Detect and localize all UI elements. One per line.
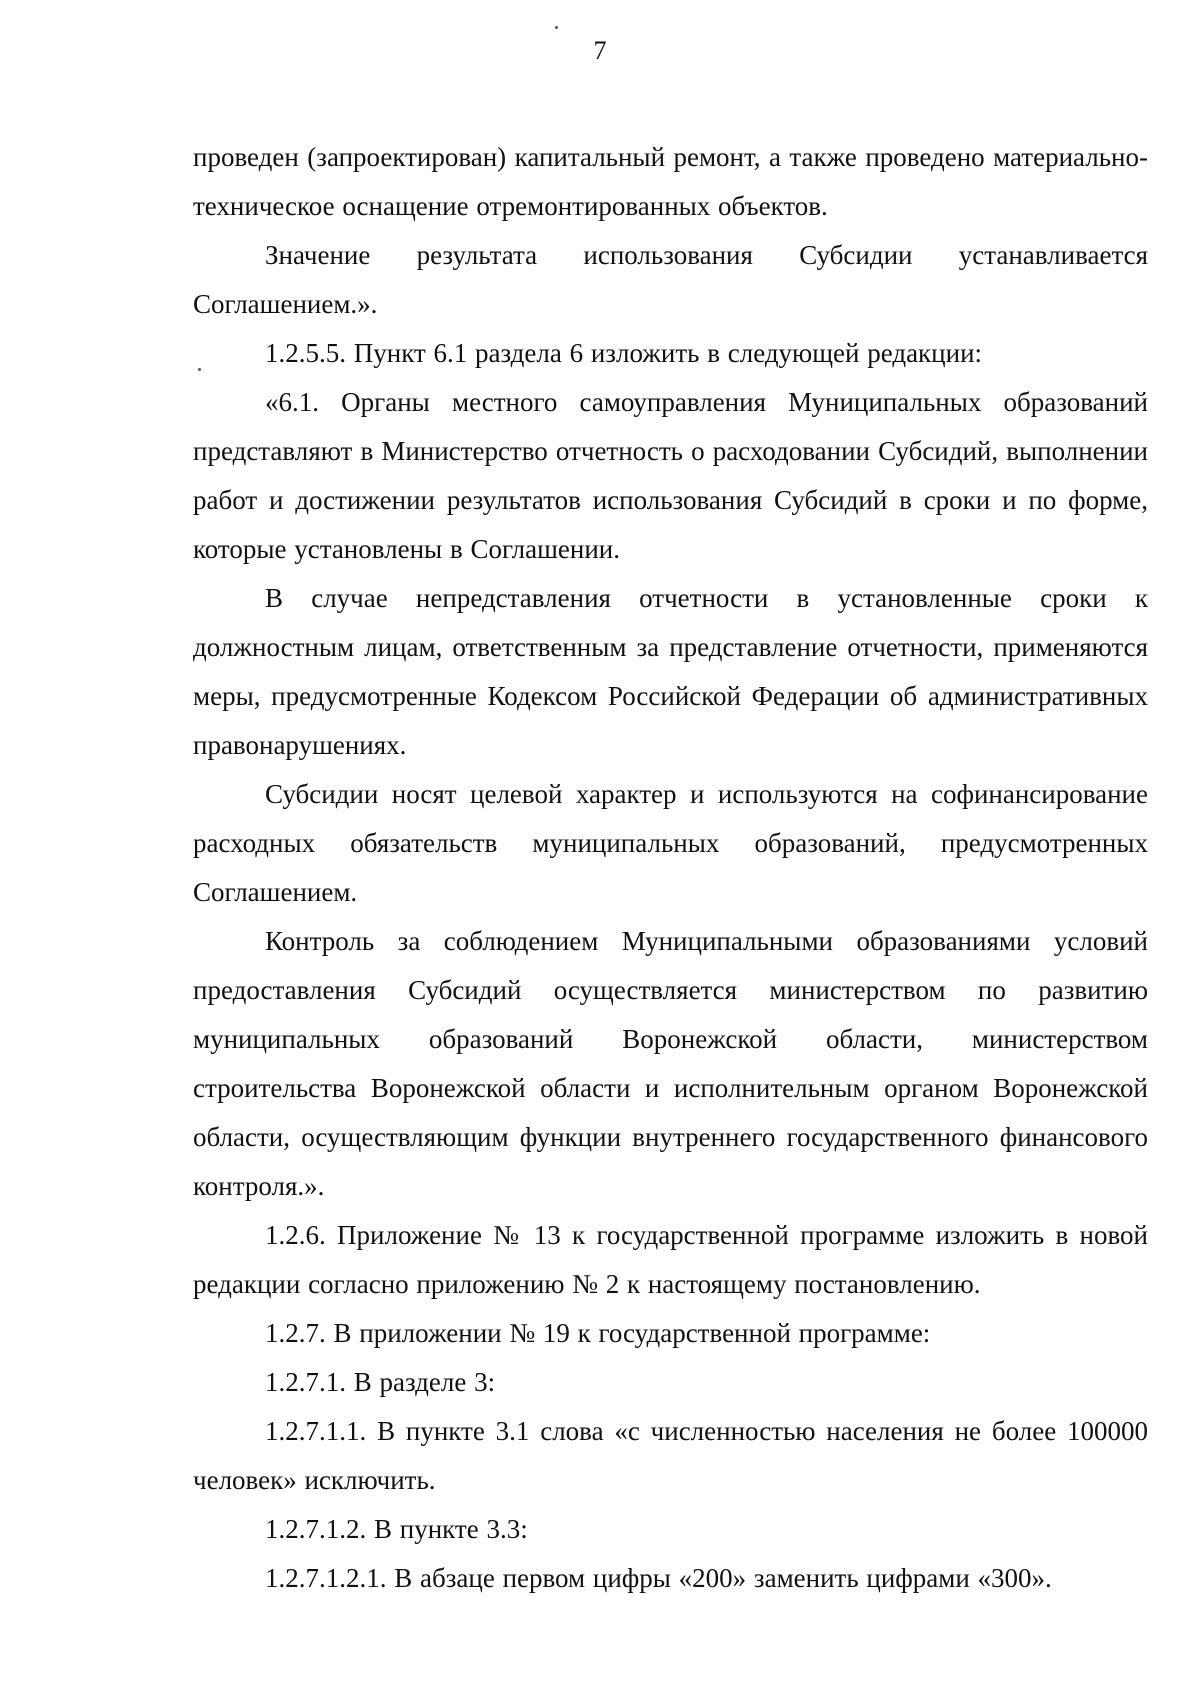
page-number: 7 — [593, 36, 607, 65]
paragraph: 1.2.7.1.2.1. В абзаце первом цифры «200» заменить цифрами «300». — [265, 1563, 1052, 1593]
paragraph: 1.2.7.1.2. В пункте 3.3: — [265, 1514, 528, 1544]
paragraph: 1.2.5.5. Пункт 6.1 раздела 6 изложить в следующей редакции: — [265, 338, 983, 368]
paragraph: проведен (запроектирован) капитальный ремонт, а также проведено материально-техническое оснащение отремонтированных объектов. — [193, 142, 1148, 221]
scan-speck — [555, 26, 558, 29]
paragraph: 1.2.7. В приложении № 19 к государственной программе: — [265, 1318, 931, 1348]
paragraph: Субсидии носят целевой характер и используются на софинансирование расходных обязательств муниципальных образований, предусмотренных Соглашением. — [193, 779, 1148, 907]
paragraph: 1.2.7.1.1. В пункте 3.1 слова «с численностью населения не более 100000 человек» исключить. — [193, 1416, 1148, 1495]
paragraph: В случае непредставления отчетности в установленные сроки к должностным лицам, ответственным за представление отчетности, применяются меры, предусмотренные Кодексом Российской Федерации об административных правонарушениях. — [193, 583, 1148, 760]
paragraph: Значение результата использования Субсидии устанавливается Соглашением.». — [193, 240, 1148, 319]
paragraph: 1.2.7.1. В разделе 3: — [265, 1367, 496, 1397]
paragraph: Контроль за соблюдением Муниципальными образованиями условий предоставления Субсидий осуществляется министерством по развитию муниципальных образований Воронежской области, министерством строительства Воронежской области и исполнительным органом Воронежской области, осуществляющим функции внутреннего государственного финансового контроля.». — [193, 926, 1148, 1201]
paragraph: 1.2.6. Приложение № 13 к государственной программе изложить в новой редакции согласно приложению № 2 к настоящему постановлению. — [193, 1220, 1148, 1299]
document-body — [193, 133, 1148, 1603]
paragraph: «6.1. Органы местного самоуправления Муниципальных образований представляют в Министерство отчетность о расходовании Субсидий, выполнении работ и достижении результатов использования Субсидий в сроки и по форме, которые установлены в Соглашении. — [193, 387, 1148, 564]
